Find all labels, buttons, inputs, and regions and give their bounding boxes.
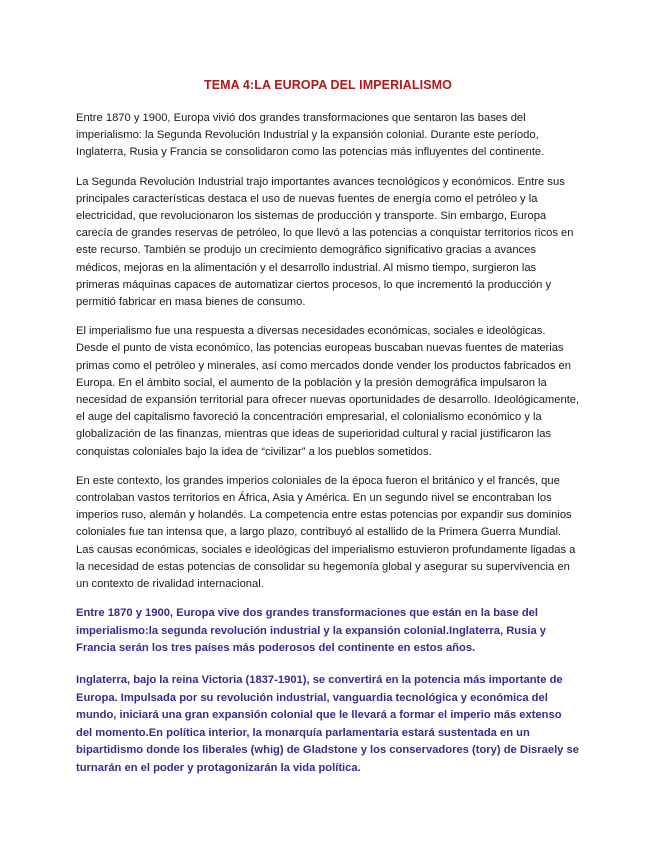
bold-paragraph-summary: Entre 1870 y 1900, Europa vive dos grandes transformaciones que están en la base del imperialismo:la segunda revolución industrial y la expansión colonial.Inglaterra, Rusia y Francia serán los tres países más poderosos del continente en estos años.: [76, 607, 547, 655]
paragraph-intro: Entre 1870 y 1900, Europa vivió dos grandes transformaciones que sentaron las bases del imperialismo: la Segunda Revolución Industrial y la expansión colonial. Durante este período, Inglaterra, Rusia y Francia se consolidaron como las potencias más influyentes del continente.: [76, 112, 545, 159]
paragraph-colonial-empires: En este contexto, los grandes imperios coloniales de la época fueron el británico y el francés, que controlaban vastos territorios en África, Asia y América. En un segundo nivel se encontraban los imperios ruso, alemán y holandés. La competencia entre estas potencias por expandir sus dominios coloniales fue tan intensa que, a largo plazo, contribuyó al estallido de la Primera Guerra Mundial. Las causas económicas, sociales e ideológicas del imperialismo estuvieron profundamente ligadas a la necesidad de estas potencias de consolidar su hegemonía global y asegurar su supervivencia en un contexto de rivalidad internacional.: [76, 474, 576, 591]
bold-paragraph-england: Inglaterra, bajo la reina Victoria (1837-1901), se convertirá en la potencia más importante de Europa. Impulsada por su revolución industrial, vanguardia tecnológica y económica del mundo, iniciará una gran expansión colonial que le llevará a formar el imperio más extenso del momento.En política interior, la monarquía parlamentaria estará sustentada en un bipartidismo donde los liberales (whig) de Gladstone y los conservadores (tory) de Disraely se turnarán en el poder y protagonizarán la vida política.: [76, 674, 579, 775]
paragraph-second-industrial-revolution: La Segunda Revolución Industrial trajo importantes avances tecnológicos y económicos. Entre sus principales características destaca el uso de nuevas fuentes de energía como el petróleo y la electricidad, que revolucionaron los sistemas de producción y transporte. Sin embargo, Europa carecía de grandes reservas de petróleo, lo que llevó a las potencias a conquistar territorios ricos en este recurso. También se produjo un crecimiento demográfico significativo gracias a avances médicos, mejoras en la alimentación y el desarrollo industrial. Al mismo tiempo, surgieron las primeras máquinas capaces de automatizar ciertos procesos, lo que incrementó la producción y permitió fabricar en masa bienes de consumo.: [76, 175, 574, 309]
paragraph-causes-imperialism: El imperialismo fue una respuesta a diversas necesidades económicas, sociales e ideológicas. Desde el punto de vista económico, las potencias europeas buscaban nuevas fuentes de materias primas como el petróleo y minerales, así como mercados donde vender los productos fabricados en Europa. En el ámbito social, el aumento de la población y la presión demográfica impulsaron la necesidad de expansión territorial para ofrecer nuevas oportunidades de desarrollo. Ideológicamente, el auge del capitalismo favoreció la concentración empresarial, el colonialismo económico y la globalización de las finanzas, mientras que ideas de superioridad cultural y racial justificaron las conquistas coloniales bajo la idea de “civilizar” a los pueblos sometidos.: [76, 325, 580, 458]
document-title: TEMA 4:LA EUROPA DEL IMPERIALISMO: [204, 78, 452, 92]
document-page: [76, 78, 580, 792]
